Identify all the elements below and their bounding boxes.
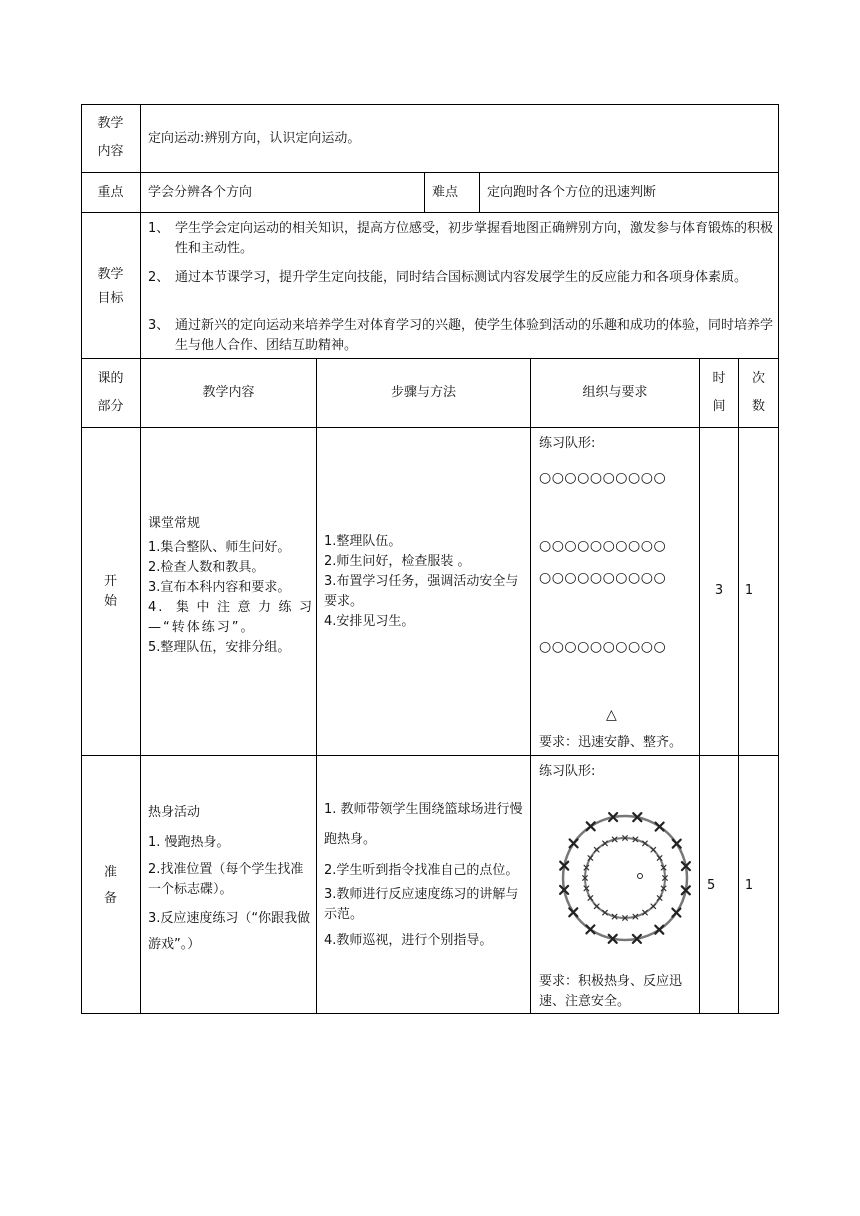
header-organization: 组织与要求 bbox=[582, 385, 648, 400]
start-content-cell bbox=[148, 514, 314, 658]
section-prep-part: 准 备 bbox=[103, 865, 117, 906]
prep-method-cell bbox=[324, 795, 526, 951]
goal-number: 1、 bbox=[148, 221, 170, 236]
prep-content-cell bbox=[148, 800, 314, 958]
prep-org-title: 练习队形: bbox=[539, 764, 596, 779]
goal-text: 通过新兴的定向运动来培养学生对体育学习的兴趣，使学生体验到活动的乐趣和成功的体验，同时培养学生与他人合作、团结互助精神。 bbox=[175, 318, 774, 353]
header-count: 次 数 bbox=[751, 371, 765, 414]
goal-item bbox=[148, 219, 773, 259]
start-content-item: 3.宣布本科内容和要求。 bbox=[148, 580, 291, 595]
student-x-mark bbox=[655, 926, 663, 934]
start-content-item: 4. 集中注意力练习—“转体练习”。 bbox=[148, 600, 314, 635]
start-content-item: 1.集合整队、师生问好。 bbox=[148, 540, 291, 555]
header-content: 教学内容 bbox=[202, 385, 255, 400]
teach-content-value: 定向运动:辨别方向，认识定向运动。 bbox=[148, 131, 361, 146]
header-time: 时 间 bbox=[712, 371, 726, 414]
prep-content-item: 3.反应速度练习（“你跟我做游戏”。） bbox=[148, 911, 311, 952]
start-method-item: 4.安排见习生。 bbox=[324, 614, 415, 629]
difficulty-value: 定向跑时各个方位的迅速判断 bbox=[487, 185, 657, 200]
prep-content-title: 热身活动 bbox=[148, 805, 201, 820]
start-content-item: 5.整理队伍，安排分组。 bbox=[148, 640, 291, 655]
start-method-item: 1.整理队伍。 bbox=[324, 534, 402, 549]
prep-method-item: 4.教师巡视，进行个别指导。 bbox=[324, 933, 493, 948]
student-x-mark bbox=[569, 908, 577, 916]
start-count: 1 bbox=[744, 583, 754, 598]
goal-number: 2、 bbox=[148, 270, 170, 285]
goal-item bbox=[148, 316, 773, 356]
goal-item bbox=[148, 268, 773, 288]
start-org-title: 练习队形: bbox=[539, 436, 596, 451]
goal-text: 通过本节课学习，提升学生定向技能，同时结合国标测试内容发展学生的反应能力和各项身体素质。 bbox=[175, 270, 748, 285]
start-content-title: 课堂常规 bbox=[148, 516, 201, 531]
student-x-mark bbox=[651, 904, 656, 909]
prep-content-item: 2.找准位置（每个学生找准一个标志碟）。 bbox=[148, 862, 304, 897]
prep-method-item: 2.学生听到指令找准自己的点位。 bbox=[324, 863, 519, 878]
goal-text: 学生学会定向运动的相关知识，提高方位感受，初步掌握看地图正确辨别方向，激发参与体育锻炼的积极性和主动性。 bbox=[175, 221, 774, 256]
teach-content-label: 教学 内容 bbox=[97, 116, 124, 159]
circle-formation-diagram bbox=[552, 805, 698, 951]
key-point-value: 学会分辨各个方向 bbox=[148, 185, 253, 200]
goals-label: 教学 目标 bbox=[97, 267, 124, 306]
student-x-mark bbox=[594, 847, 599, 852]
header-part: 课的 部分 bbox=[97, 371, 124, 414]
student-x-mark bbox=[672, 909, 680, 917]
prep-time: 5 bbox=[707, 878, 716, 893]
student-x-mark bbox=[570, 839, 578, 847]
student-x-mark bbox=[594, 904, 599, 909]
prep-org-requirement: 要求：积极热身、反应迅速、注意安全。 bbox=[539, 974, 683, 1009]
start-method-item: 2.师生问好，检查服装 。 bbox=[324, 554, 471, 569]
start-method-item: 3.布置学习任务，强调活动安全与要求。 bbox=[324, 574, 519, 609]
student-x-mark bbox=[586, 925, 594, 933]
start-content-item: 2.检查人数和教具。 bbox=[148, 560, 265, 575]
prep-method-item: 1. 教师带领学生围绕篮球场进行慢跑热身。 bbox=[324, 802, 523, 847]
formation-row: ○○○○○○○○○○ bbox=[539, 470, 667, 486]
start-time: 3 bbox=[714, 583, 724, 598]
key-point-label: 重点 bbox=[97, 185, 124, 200]
goal-number: 3、 bbox=[148, 318, 170, 333]
prep-content-item: 1. 慢跑热身。 bbox=[148, 835, 230, 850]
prep-count: 1 bbox=[744, 878, 754, 893]
section-start-part: 开 始 bbox=[103, 574, 117, 609]
student-x-mark bbox=[587, 822, 595, 830]
formation-row: ○○○○○○○○○○ bbox=[539, 639, 667, 655]
prep-method-item: 3.教师进行反应速度练习的讲解与示范。 bbox=[324, 887, 519, 922]
formation-row: ○○○○○○○○○○ bbox=[539, 570, 667, 586]
student-x-mark bbox=[673, 840, 681, 848]
teacher-triangle-icon: △ bbox=[606, 707, 617, 723]
start-org-requirement: 要求：迅速安静、整齐。 bbox=[539, 735, 683, 750]
student-x-mark bbox=[656, 823, 664, 831]
formation-row: ○○○○○○○○○○ bbox=[539, 538, 667, 554]
difficulty-label: 难点 bbox=[432, 185, 459, 200]
student-x-mark bbox=[651, 847, 656, 852]
start-method-cell bbox=[324, 532, 526, 632]
header-method: 步骤与方法 bbox=[390, 385, 456, 400]
